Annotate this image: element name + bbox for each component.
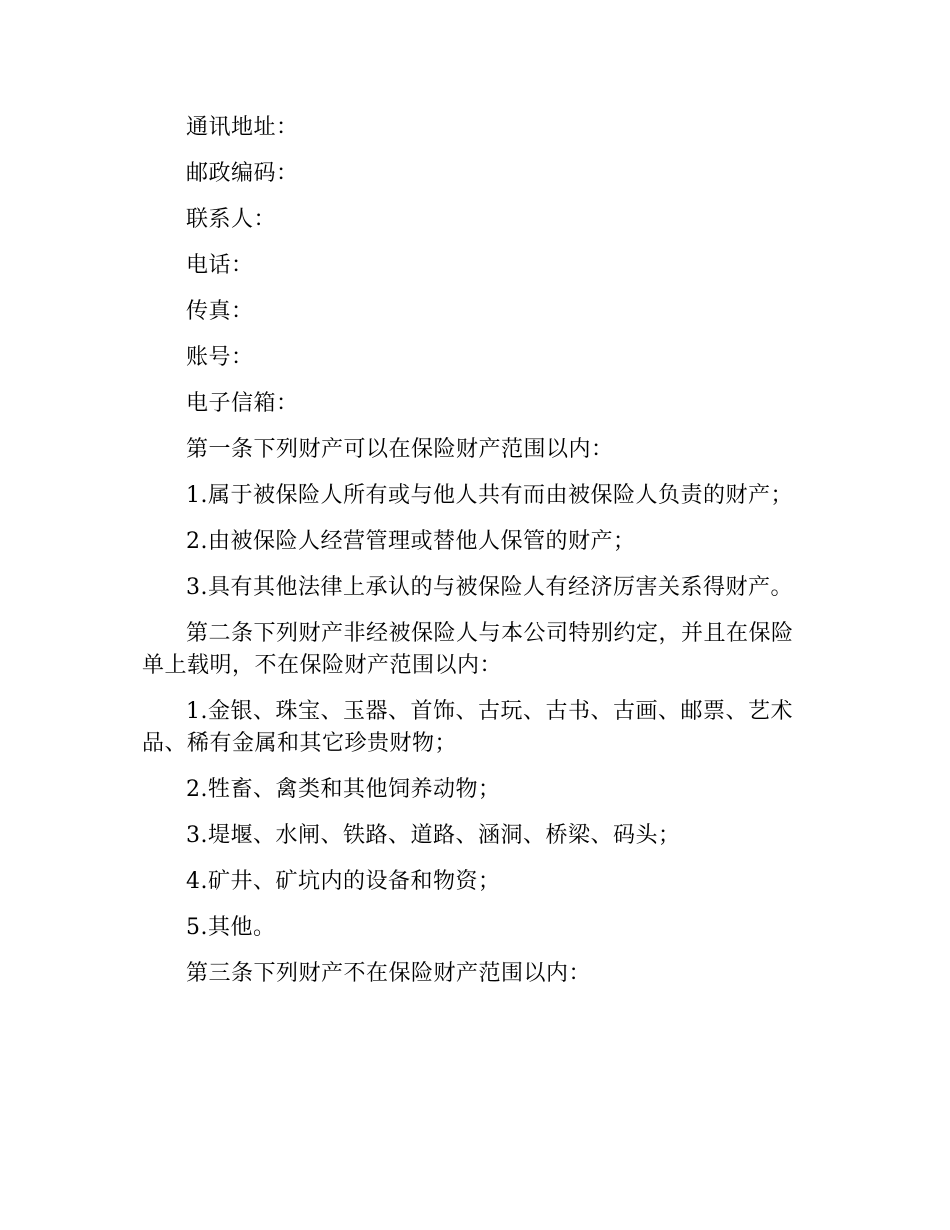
article-2-item-2: 2.牲畜、禽类和其他饲养动物； <box>186 777 501 802</box>
article-1-item-1: 1.属于被保险人所有或与他人共有而由被保险人负责的财产； <box>186 483 793 508</box>
field-postal-code: 邮政编码： <box>186 161 299 186</box>
article-1-heading: 第一条下列财产可以在保险财产范围以内： <box>186 437 614 462</box>
article-2-item-5: 5.其他。 <box>186 915 276 940</box>
article-2-item-1: 1.金银、珠宝、玉器、首饰、古玩、古书、古画、邮票、艺术品、稀有金属和其它珍贵财物； <box>142 699 793 756</box>
field-fax: 传真： <box>186 299 254 324</box>
article-2-item-4: 4.矿井、矿坑内的设备和物资； <box>186 869 501 894</box>
field-contact-person: 联系人： <box>186 207 277 232</box>
document-body <box>142 112 806 1004</box>
field-email: 电子信箱： <box>186 391 299 416</box>
field-account-number: 账号： <box>186 345 254 370</box>
article-2-item-3: 3.堤堰、水闸、铁路、道路、涵洞、桥梁、码头； <box>186 823 681 848</box>
article-3-heading: 第三条下列财产不在保险财产范围以内： <box>186 961 592 986</box>
article-2-heading: 第二条下列财产非经被保险人与本公司特别约定，并且在保险单上载明，不在保险财产范围以内： <box>142 621 794 678</box>
article-1-item-3: 3.具有其他法律上承认的与被保险人有经济厉害关系得财产。 <box>186 575 793 600</box>
article-1-item-2: 2.由被保险人经营管理或替他人保管的财产； <box>186 529 636 554</box>
field-mailing-address: 通讯地址： <box>186 115 299 140</box>
field-phone: 电话： <box>186 253 254 278</box>
